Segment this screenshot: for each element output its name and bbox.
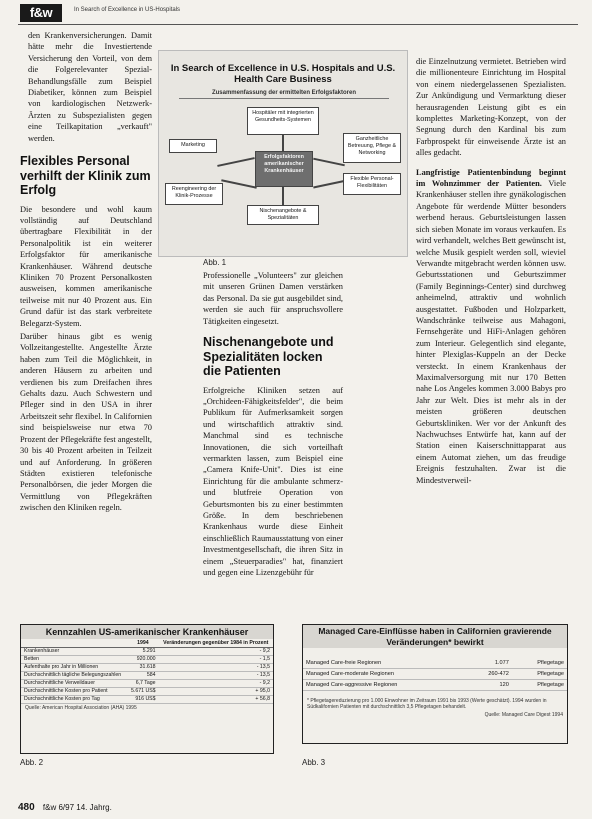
table-cell: Krankenhäuser — [21, 648, 127, 656]
table2-note: * Pflegetagereduzierung pro 1.000 Einwohner im Zeitraum 1991 bis 1993 (Werte geschätzt). 1994 wurden in Südkalifornien Patienten mit durchschnittlich 3,5 Pflegetagen behandelt. — [307, 698, 547, 710]
connector-bottom-left — [221, 179, 257, 188]
col3-paragraph-1: die Einzelnutzung vermietet. Betrieben wird die millionenteure Einrichtung im Hospital von einem niedergelassenen Spezialisten. Zur Ankündigung und Vermarktung dieser herausragenden Leistung gibt es ein komplettes Marketing-Konzept, von der Segnung durch den Kardinal bis zum Farbprospekt für einweisende Ärzte ist an alles gedacht. — [416, 57, 566, 158]
table-row — [21, 672, 273, 680]
hospital-key-figures-table — [20, 624, 274, 754]
col2-heading: Nischenangebote und Spezialitäten locken die Patienten — [203, 335, 334, 379]
table-cell: 920.000 — [127, 656, 158, 664]
table-cell: - 13,5 — [159, 672, 273, 680]
table-row — [21, 688, 273, 696]
table-row — [303, 680, 567, 691]
diagram-title: In Search of Excellence in U.S. Hospitals and U.S. Health Care Business — [170, 63, 396, 85]
col1-intro: den Krankenversicherungen. Damit hätte mehr die Investiertende Versicherung den Vorteil, von dem die Folgerelevanter Spezial-Behandlungsfälle zum Beispiel Diabetiker, können zum Beispiel von kardiologischen Netzwerk-Ärzten zu Subspezialisten gegen eine Teilkapitation „verkauft" werden. — [28, 31, 152, 143]
table-row — [303, 669, 567, 680]
connector-bottom — [282, 187, 284, 205]
table-cell: - 9,2 — [159, 680, 273, 688]
table-cell: 6,7 Tage — [127, 680, 158, 688]
success-factors-diagram — [158, 50, 408, 257]
connector-bottom-right — [313, 179, 347, 188]
table-cell: Managed Care-moderate Regionen — [303, 669, 467, 680]
page-footer — [18, 802, 112, 813]
node-holistic-care: Ganzheitliche Betreuung, Pflege & Networking — [343, 133, 401, 163]
table-row — [21, 648, 273, 656]
table-cell: Managed Care-freie Regionen — [303, 658, 467, 669]
managed-care-table — [302, 624, 568, 744]
page-header — [18, 4, 578, 24]
column-1 — [20, 30, 152, 516]
table-cell: Managed Care-aggressive Regionen — [303, 680, 467, 691]
node-success-factors: Erfolgsfaktoren amerikanischer Krankenhäuser — [255, 151, 313, 187]
figure-caption-1: Abb. 1 — [203, 258, 227, 267]
node-niche-offers: Nischenangebote & Spezialitäten — [247, 205, 319, 225]
table-cell: + 95,0 — [159, 688, 273, 696]
table-cell: 5.291 — [127, 648, 158, 656]
table1-grid — [21, 639, 273, 704]
table-cell: Durchschnittliche Kosten pro Patient — [21, 688, 127, 696]
table-row — [21, 696, 273, 704]
diagram-subtitle-rule — [179, 98, 389, 99]
issue-info: f&w 6/97 14. Jahrg. — [42, 803, 112, 812]
node-reengineering: Reengineering der Klinik-Prozesse — [165, 183, 223, 205]
table2-grid — [303, 658, 567, 691]
table-cell: Betten — [21, 656, 127, 664]
column-2 — [203, 270, 343, 580]
table-row — [303, 658, 567, 669]
table-row — [21, 656, 273, 664]
table-header-row — [21, 639, 273, 648]
col3-lead: Langfristige Patientenbindung beginnt im Wohnzimmer der Patienten. — [416, 167, 566, 189]
table-cell: Aufenthalte pro Jahr in Millionen — [21, 664, 127, 672]
node-marketing: Marketing — [169, 139, 217, 153]
journal-logo: f&w — [20, 4, 62, 22]
table-cell: - 13,5 — [159, 664, 273, 672]
node-flexible-staff: Flexible Personal-Flexibilitäten — [343, 173, 401, 195]
table-cell: 260-472 — [467, 669, 512, 680]
table-cell: 31.618 — [127, 664, 158, 672]
table1-source: Quelle: American Hospital Association (AHA) 1995 — [25, 705, 137, 711]
table-cell: + 56,8 — [159, 696, 273, 704]
table-cell: - 9,2 — [159, 648, 273, 656]
table-cell: Durchschnittliche Kosten pro Tag — [21, 696, 127, 704]
table-row — [21, 664, 273, 672]
col1-paragraph-1: Die besondere und wohl kaum vollständig auf Deutschland übertragbare Flexibilität in der Personalpolitik ist ein weiterer Erfolgsfaktor für amerikanische Krankenhäuser. Während deutsche Kliniken 70 Prozent Personalkosten ausweisen, kommen amerikanische teilweise mit nur 40 Prozent aus. Ein Grund dafür ist das stark verbreitete Belegarzt-System. — [20, 204, 152, 328]
header-rule — [18, 24, 578, 25]
table-cell: 120 — [467, 680, 512, 691]
table-cell: - 1,5 — [159, 656, 273, 664]
table-header-cell: Veränderungen gegenüber 1984 in Prozent — [159, 639, 273, 648]
table-cell: 1.077 — [467, 658, 512, 669]
table-cell: Durchschnittlich tägliche Belegungszahlen — [21, 672, 127, 680]
table2-title: Managed Care-Einflüsse haben in Californien gravierende Veränderungen* bewirkt — [303, 625, 567, 648]
table-cell: 5.671 US$ — [127, 688, 158, 696]
table-cell: Pflegetage — [512, 658, 567, 669]
table-cell: Pflegetage — [512, 680, 567, 691]
col1-paragraph-2: Darüber hinaus gibt es wenig Vollzeitangestellte. Angestellte Ärzte haben zum Teil die Möglichkeit, in anderen Häusern zu arbeiten und verdienen bis zum Dreifachen ihres Gehalts dazu. Auch Schwestern und Pfleger sind in den USA in ihrer Arbeitszeit sehr flexibel. In Californien sind beispielsweise nur etwa 70 Prozent der Pflegekräfte fest angestellt, 30 bis 40 Prozent arbeiten in Teilzeit und auf Anforderung. In größeren Städten existieren telefonische Personalbörsen, die jeder Morgen die Vermittlung von Pflegekräften zwischen den Kliniken regeln. — [20, 332, 152, 513]
node-integrated-hospitals: Hospitäler mit integrierten Gesundheits-Systemen — [247, 107, 319, 135]
page-number: 480 — [18, 802, 35, 813]
table-cell: Pflegetage — [512, 669, 567, 680]
connector-left — [217, 157, 255, 167]
col1-heading: Flexibles Personal verhilft der Klinik zum Erfolg — [20, 154, 151, 198]
col2-paragraph-1: Professionelle „Volunteers" zur gleichen mit unseren Grünen Damen verstärken das Personal. Da sie gut ausgebildet sind, werden sie auch für anspruchsvollere Tätigkeiten eingesetzt. — [203, 271, 343, 326]
connector-right — [313, 158, 345, 167]
table-cell: 584 — [127, 672, 158, 680]
col3-paragraph-2: Viele Krankenhäuser stellen ihre gynäkologischen Angebote für werdende Mütter besonders werbend heraus. Geburtsleistungen lassen sich sieben Monate im voraus verkaufen. Es wird verhandelt, welches Bett gewünscht ist, welche Musik gespielt werden soll, wieviel Verwandte mitgebracht werden können usw. Geburtsstationen und Geburtszimmer (Family Beginnings-Center) sind durchweg anheimelnd, attraktiv und wohnlich ausgestattet. Fußboden und Holzparkett, Wandschränke teilweise aus Mahagoni, Fernsehgeräte und HiFi-Anlagen gehören zum Interieur. Gelegentlich sind elegante, hinter Plexiglas-Kuppeln an der Decke versteckt. In einem Krankenhaus der Maximalversorgung mit nur 170 Betten nahe Los Angeles kommen 3.000 Babys pro Jahr zur Welt. Dies ist mehr als in der meisten größeren deutschen Geburtskliniken. Wer vor der Ankunft des Nachwuchses Entwürfe hat, kann auf der Station einen Kaiserschnittapparat aus einem Automat ziehen, um das freudige Ereignis festzuhalten. Zwar ist die Mindestverweil- — [416, 179, 567, 485]
table-cell: Durchschnittliche Verweildauer — [21, 680, 127, 688]
figure-caption-3: Abb. 3 — [302, 758, 326, 767]
table-header-cell: 1994 — [127, 639, 158, 648]
connector-top — [282, 133, 284, 151]
diagram-subtitle: Zusammenfassung der ermittelten Erfolgsfaktoren — [211, 90, 357, 96]
column-3 — [416, 56, 566, 488]
table2-source: Quelle: Managed Care Digest 1994 — [484, 712, 563, 718]
table-header-cell — [21, 639, 127, 648]
table-cell: 916 US$ — [127, 696, 158, 704]
table1-title: Kennzahlen US-amerikanischer Krankenhäuser — [21, 625, 273, 639]
col2-paragraph-2: Erfolgreiche Kliniken setzen auf „Orchideen-Fähigkeitsfelder", die beim Publikum für Aufmerksamkeit sorgen und wirtschaftlich attraktiv sind. Manchmal sind es technische Innovationen, die sich vorteilhaft vermarkten lassen, zum Beispiel eine „Camera Knife-Unit". Dies ist eine Einrichtung für die ambulante schmerz- und blutfreie Operation von Geburtsmonten bis zu einer bestimmten Größe. In dem beschriebenen Krankenhaus wurde diese Einheit einschließlich Raumausstattung von einer Investmentgesellschaft, die ihren Sitz in einem „Steuerparadies" hat, finanziert und gegen eine Lizenzgebühr für — [203, 385, 343, 578]
table-row — [21, 680, 273, 688]
figure-caption-2: Abb. 2 — [20, 758, 44, 767]
running-header: In Search of Excellence in US-Hospitals — [74, 7, 181, 13]
